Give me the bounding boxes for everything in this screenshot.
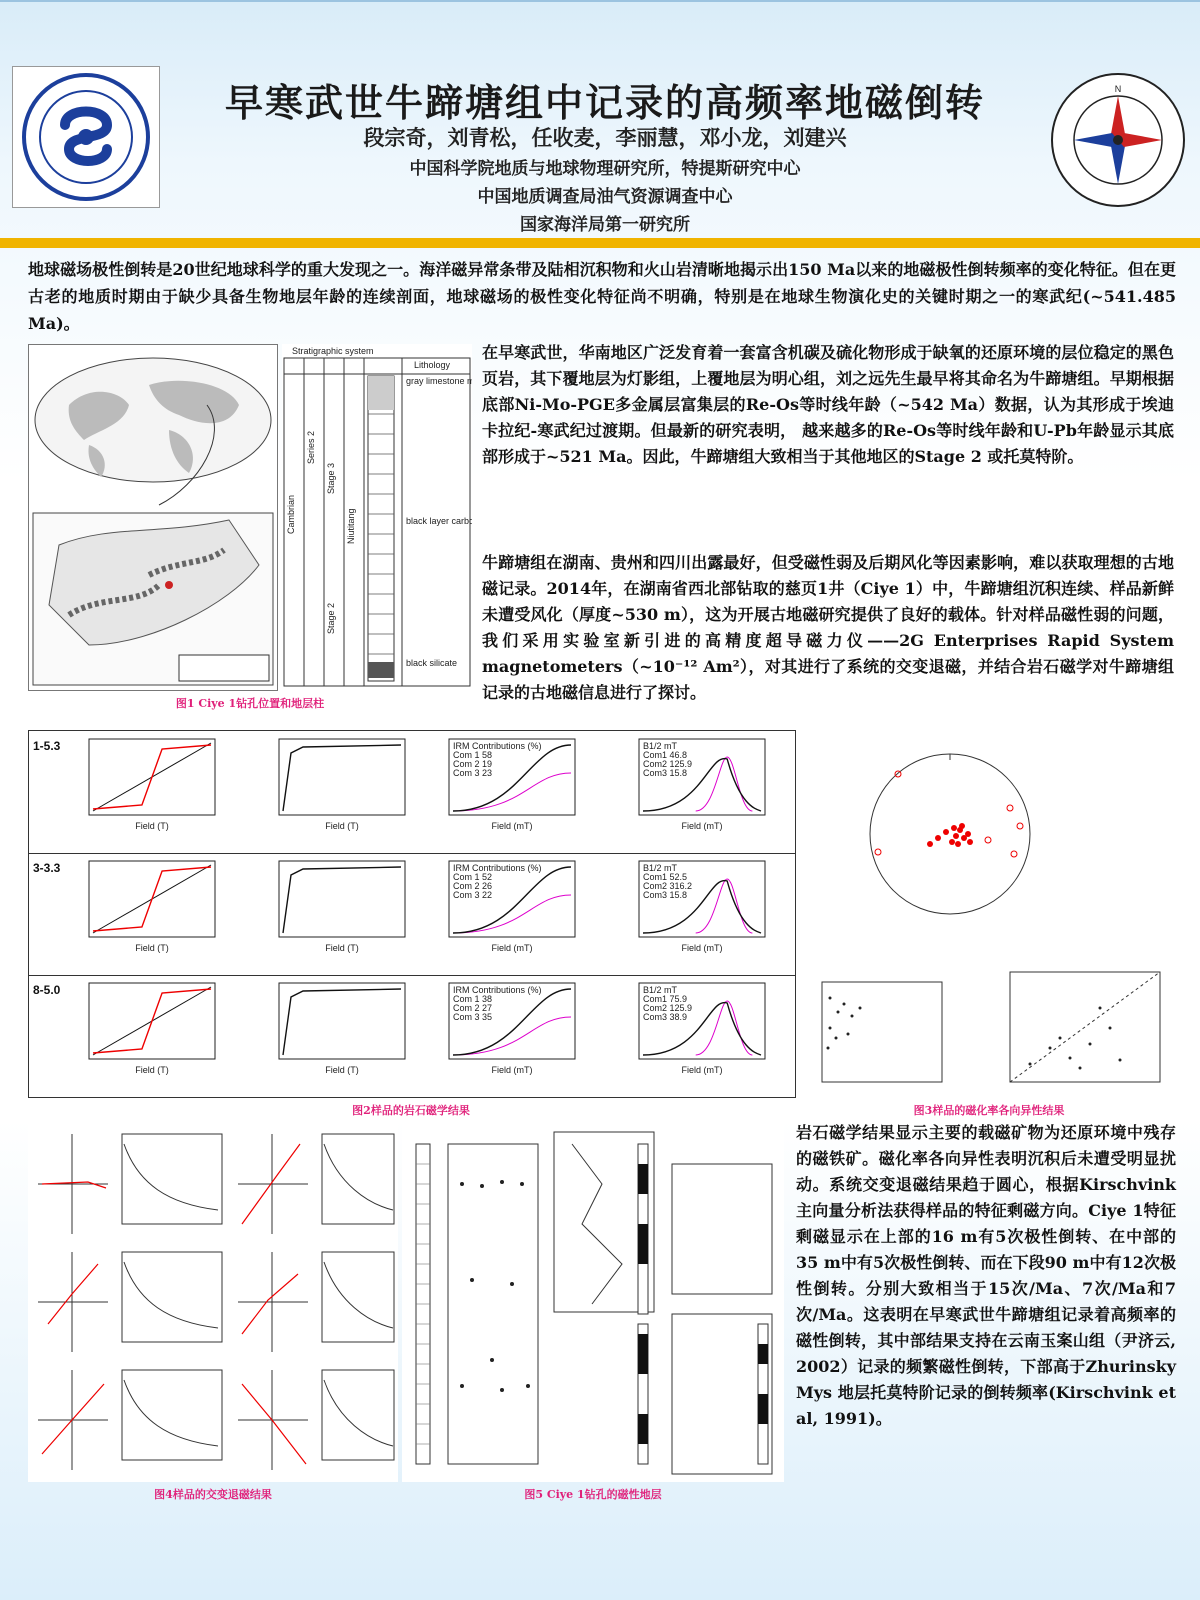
affiliation-3: 国家海洋局第一研究所 — [520, 215, 690, 235]
strat-stage3: Stage 3 — [326, 462, 336, 494]
fig2-x-axis-label: Field (T) — [325, 943, 359, 953]
strat-niutitang: Niutitang — [346, 508, 356, 544]
fig2-panel — [69, 859, 219, 955]
fig2-legend-text: Com 1 38 — [453, 994, 493, 1004]
fig2-legend-text: Com2 125.9 — [643, 759, 693, 769]
strat-series2: Series 2 — [306, 430, 316, 464]
strat-black-silicate: black silicate — [406, 658, 458, 668]
fig2-legend-text: Com3 15.8 — [643, 768, 688, 778]
fig2-legend-text: Com 2 26 — [453, 881, 493, 891]
strat-gray-limestone: gray limestone m — [406, 376, 472, 386]
fig2-panel — [619, 981, 769, 1077]
fig4-caption: 图4样品的交变退磁结果 — [154, 1488, 272, 1501]
lab-logo — [1045, 68, 1191, 218]
paragraph-3: 岩石磁学结果显示主要的载磁矿物为还原环境中残存的磁铁矿。磁化率各向异性表明沉积后未遭受明显扰动。系统交变退磁结果趋于圆心，根据Kirschvink主向量分析法获得样品的特征剩磁方向。Ciye 1特征剩磁显示在上部的16 m有5次极性倒转、在中部的35 m中有5次极性倒转、而在下段90 m中有12次极性倒转。分别大致相当于15次/Ma、7次/Ma和7次/Ma。这表明在早寒武世牛蹄塘组记录着高频率的磁性倒转，其中部结果支持在云南玉案山组（尹济云, 2002）记录的频繁磁性倒转，下部高于Zhurinsky Mys 地层托莫特阶记录的倒转频率(Kirschvink et al, 1991)。 — [796, 1123, 1176, 1428]
fig2-legend-text: Com 3 23 — [453, 768, 493, 778]
fig2-legend-text: Com 2 27 — [453, 1003, 493, 1013]
fig2-panel — [259, 859, 409, 955]
strat-title: Stratigraphic system — [292, 346, 374, 356]
fig2-x-axis-label: Field (mT) — [491, 821, 533, 831]
fig2-x-axis-label: Field (T) — [325, 821, 359, 831]
header-divider — [0, 238, 1200, 248]
fig2-x-axis-label: Field (mT) — [681, 1065, 723, 1075]
fig2-panel — [619, 737, 769, 833]
fig2-legend-text: IRM Contributions (%) — [453, 985, 542, 995]
fig4-af-demag — [28, 1124, 398, 1482]
fig2-legend-text: Com2 125.9 — [643, 1003, 693, 1013]
fig2-x-axis-label: Field (T) — [325, 1065, 359, 1075]
fig2-panel — [429, 981, 579, 1077]
fig2-panel — [69, 737, 219, 833]
fig2-x-axis-label: Field (T) — [135, 943, 169, 953]
fig2-panel — [259, 981, 409, 1077]
fig2-legend-text: B1/2 mT — [643, 863, 678, 873]
affiliation-1: 中国科学院地质与地球物理研究所，特提斯研究中心 — [409, 159, 801, 179]
fig3-ams-plots — [800, 968, 1178, 1096]
fig2-legend-text: IRM Contributions (%) — [453, 741, 542, 751]
fig1-location-map — [28, 344, 278, 691]
fig2-legend-text: B1/2 mT — [643, 741, 678, 751]
fig2-panel — [619, 859, 769, 955]
authors: 段宗奇，刘青松，任收麦，李丽慧，邓小龙，刘建兴 — [363, 125, 847, 150]
fig3-caption: 图3样品的磁化率各向异性结果 — [913, 1104, 1065, 1117]
paragraph-2: 牛蹄塘组在湖南、贵州和四川出露最好，但受磁性弱及后期风化等因素影响，难以获取理想的古地磁记录。2014年，在湖南省西北部钻取的慈页1井（Ciye 1）中，牛蹄塘组沉积连续、样品新鲜未遭受风化（厚度~530 m），这为开展古地磁研究提供了良好的载体。针对样品磁性弱的问题，我们采用实验室新引进的高精度超导磁力仪——2G Enterprises Rapid System magnetometers（~10⁻¹² Am²），对其进行了系统的交变退磁，并结合岩石磁学对牛蹄塘组记录的古地磁信息进行了探讨。 — [482, 553, 1174, 702]
fig3-stereonet — [838, 744, 1178, 920]
fig2-row-label: 8-5.0 — [33, 983, 61, 997]
fig2-legend-text: Com3 38.9 — [643, 1012, 688, 1022]
fig2-legend-text: Com 3 35 — [453, 1012, 493, 1022]
fig2-legend-text: Com 3 22 — [453, 890, 493, 900]
fig2-legend-text: Com1 52.5 — [643, 872, 688, 882]
fig2-row-label: 1-5.3 — [33, 739, 61, 753]
fig2-x-axis-label: Field (mT) — [491, 943, 533, 953]
svg-text:N: N — [1114, 84, 1122, 94]
fig2-row-divider — [29, 853, 795, 854]
fig2-legend-text: IRM Contributions (%) — [453, 863, 542, 873]
fig2-panel — [69, 981, 219, 1077]
fig2-x-axis-label: Field (T) — [135, 821, 169, 831]
fig5-magnetostratigraphy — [402, 1124, 784, 1482]
fig2-legend-text: Com 1 52 — [453, 872, 493, 882]
fig2-row-label: 3-3.3 — [33, 861, 61, 875]
fig2-x-axis-label: Field (T) — [135, 1065, 169, 1075]
fig2-legend-text: Com3 15.8 — [643, 890, 688, 900]
intro-text: 地球磁场极性倒转是20世纪地球科学的重大发现之一。海洋磁异常条带及陆相沉积物和火山岩清晰地揭示出150 Ma以来的地磁极性倒转频率的变化特征。但在更古老的地质时期由于缺少具备生物地层年龄的连续剖面，地球磁场的极性变化特征尚不明确，特别是在地球生物演化史的关键时期之一的寒武纪(~541.485 Ma)。 — [28, 260, 1176, 333]
fig5-caption: 图5 Ciye 1钻孔的磁性地层 — [524, 1488, 662, 1501]
strat-black-shale: black layer carbo — [406, 516, 472, 526]
fig1-strat-column — [282, 344, 472, 689]
fig2-panel — [429, 859, 579, 955]
fig2-caption: 图2样品的岩石磁学结果 — [352, 1104, 470, 1117]
poster-title: 早寒武世牛蹄塘组中记录的高频率地磁倒转 — [224, 80, 985, 125]
institute-logo — [12, 66, 160, 208]
fig2-legend-text: B1/2 mT — [643, 985, 678, 995]
fig2-legend-text: Com 2 19 — [453, 759, 493, 769]
paragraph-1: 在早寒武世，华南地区广泛发育着一套富含机碳及硫化物形成于缺氧的还原环境的层位稳定的黑色页岩，其下覆地层为灯影组，上覆地层为明心组，刘之远先生最早将其命名为牛蹄塘组。早期根据底部Ni-Mo-PGE多金属层富集层的Re-Os等时线年龄（~542 Ma）数据，认为其形成于埃迪卡拉纪-寒武纪过渡期。但最新的研究表明， 越来越多的Re-Os等时线年龄和U-Pb年龄显示其底部形成于~521 Ma。因此，牛蹄塘组大致相当于其他地区的Stage 2 或托莫特阶。 — [482, 343, 1174, 466]
fig2-legend-text: Com 1 58 — [453, 750, 493, 760]
fig2-legend-text: Com2 316.2 — [643, 881, 693, 891]
strat-lithology-head: Lithology — [413, 360, 451, 370]
fig1-caption: 图1 Ciye 1钻孔位置和地层柱 — [175, 697, 325, 710]
fig2-panel — [429, 737, 579, 833]
affiliation-2: 中国地质调查局油气资源调查中心 — [477, 187, 733, 207]
fig2-legend-text: Com1 75.9 — [643, 994, 688, 1004]
fig2-x-axis-label: Field (mT) — [681, 821, 723, 831]
fig2-x-axis-label: Field (mT) — [491, 1065, 533, 1075]
strat-stage2: Stage 2 — [326, 602, 336, 634]
fig2-legend-text: Com1 46.8 — [643, 750, 688, 760]
fig2-rock-magnetism — [28, 730, 796, 1098]
fig2-x-axis-label: Field (mT) — [681, 943, 723, 953]
strat-cambrian: Cambrian — [286, 494, 296, 534]
fig2-panel — [259, 737, 409, 833]
fig2-row-divider — [29, 975, 795, 976]
